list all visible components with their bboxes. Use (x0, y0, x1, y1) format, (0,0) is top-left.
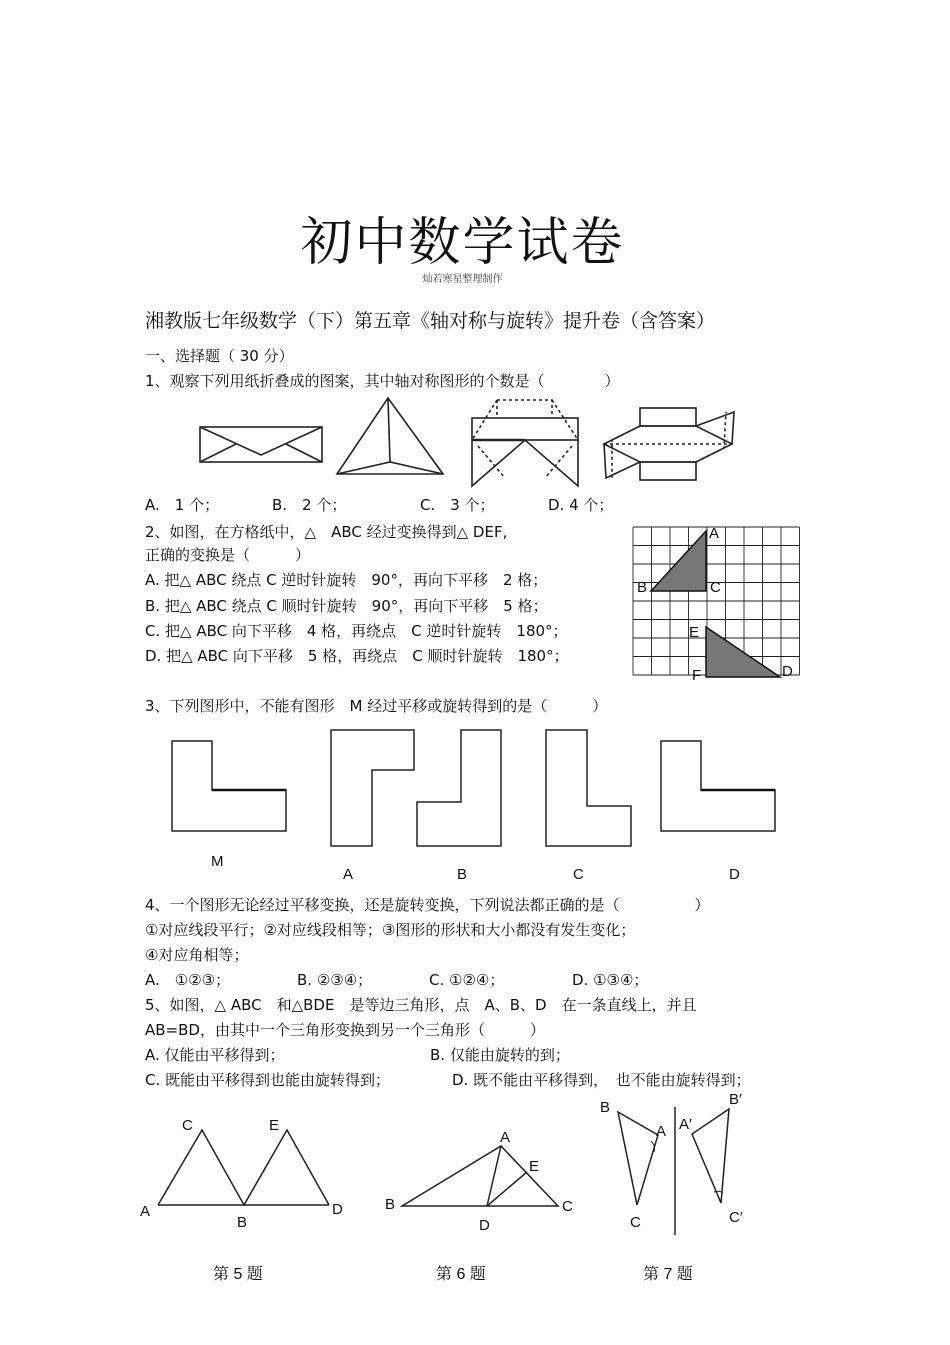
question-4-option-c: C. ①②④； (429, 971, 505, 989)
question-5-option-c: C. 既能由平移得到也能由旋转得到； (145, 1071, 391, 1089)
section-heading: 一、选择题（ 30 分） (145, 347, 294, 365)
question-5-option-b: B. 仅能由旋转的到； (430, 1046, 570, 1064)
paper-title: 湘教版七年级数学（下）第五章《轴对称与旋转》提升卷（含答案） (145, 310, 716, 332)
figure-6 (402, 1146, 558, 1206)
shape-b (417, 730, 501, 846)
document-subtitle: 灿若寒星整理制作 (422, 274, 503, 285)
fold-figure-1 (200, 427, 322, 462)
fig6-label-b: B (385, 1196, 396, 1213)
question-5-stem-2: AB=BD，由其中一个三角形变换到另一个三角形（ ） (145, 1021, 545, 1039)
question-3-stem: 3、下列图形中，不能有图形 M 经过平移或旋转得到的是（ ） (145, 697, 608, 715)
shape-c (546, 730, 631, 846)
shape-a (331, 730, 414, 846)
fig6-caption: 第 6 题 (436, 1266, 486, 1283)
question-4-line-2: ①对应线段平行；②对应线段相等；③图形的形状和大小都没有发生变化； (145, 921, 636, 939)
question-5-option-d: D. 既不能由平移得到， 也不能由旋转得到； (452, 1071, 751, 1089)
question-4-option-d: D. ①③④； (572, 971, 649, 989)
grid-label-a: A (709, 525, 720, 542)
question-1-figures (195, 395, 740, 485)
shape-label-m: M (211, 853, 224, 870)
question-4-line-3: ④对应角相等； (145, 946, 249, 964)
fig7-label-a: A (656, 1123, 667, 1140)
question-2-grid-figure (630, 522, 805, 682)
question-2-option-b: B. 把△ ABC 绕点 C 顺时针旋转 90°，再向下平移 5 格； (145, 597, 548, 615)
fig5-label-d: D (332, 1201, 343, 1218)
fig7-label-b-prime: B′ (729, 1091, 742, 1108)
shape-label-d: D (729, 866, 740, 883)
question-3-figures (165, 725, 785, 885)
fig5-label-e: E (269, 1117, 280, 1134)
grid-label-e: E (689, 624, 700, 641)
grid-label-f: F (692, 667, 702, 684)
shape-label-a: A (343, 866, 354, 883)
bottom-figures (130, 1090, 790, 1290)
shape-label-c: C (573, 866, 584, 883)
question-4-stem: 4、一个图形无论经过平移变换，还是旋转变换，下列说法都正确的是（ ） (145, 896, 710, 914)
question-1-option-c: C. 3 个； (420, 496, 495, 514)
fig6-label-e: E (529, 1158, 540, 1175)
fig5-label-c: C (182, 1117, 193, 1134)
question-2-stem-2: 正确的变换是（ ） (145, 546, 311, 564)
question-1-stem: 1、观察下列用纸折叠成的图案，其中轴对称图形的个数是（ ） (145, 372, 620, 390)
question-2-stem: 2、如图，在方格纸中，△ ABC 经过变换得到△ DEF, (145, 523, 508, 541)
fold-figure-4 (604, 408, 734, 480)
document-title: 初中数学试卷 (300, 213, 625, 273)
question-1-option-d: D. 4 个； (548, 496, 614, 514)
fig7-label-c: C (630, 1214, 641, 1231)
grid-label-d: D (782, 663, 793, 680)
shape-m (172, 741, 286, 831)
question-2-option-a: A. 把△ ABC 绕点 C 逆时针旋转 90°，再向下平移 2 格； (145, 571, 548, 589)
fig6-label-d: D (479, 1217, 490, 1234)
fold-figure-2 (337, 398, 443, 474)
fig7-label-b: B (600, 1099, 611, 1116)
triangle-def (706, 627, 780, 677)
triangle-abc (651, 531, 706, 591)
fig7-caption: 第 7 题 (643, 1266, 693, 1283)
fig5-label-a: A (140, 1203, 151, 1220)
question-5-stem: 5、如图，△ ABC 和△BDE 是等边三角形，点 A、B、D 在一条直线上，并且 (145, 996, 697, 1014)
fig5-label-b: B (237, 1214, 248, 1231)
grid-label-c: C (710, 579, 721, 596)
fig7-label-a-prime: A′ (679, 1116, 692, 1133)
question-2-option-c: C. 把△ ABC 向下平移 4 格，再绕点 C 逆时针旋转 180°； (145, 622, 568, 640)
fig5-caption: 第 5 题 (213, 1266, 263, 1283)
grid-label-b: B (637, 579, 648, 596)
question-2-option-d: D. 把△ ABC 向下平移 5 格，再绕点 C 顺时针旋转 180°； (145, 647, 569, 665)
shape-d (661, 741, 775, 831)
fold-figure-3 (472, 400, 578, 486)
shape-label-b: B (457, 866, 468, 883)
question-4-option-a: A. ①②③； (145, 971, 231, 989)
question-1-option-a: A. 1 个； (145, 496, 220, 514)
question-1-option-b: B. 2 个； (272, 496, 347, 514)
fig6-label-c: C (562, 1198, 573, 1215)
question-5-option-a: A. 仅能由平移得到； (145, 1046, 285, 1064)
fig6-label-a: A (500, 1129, 511, 1146)
figure-5 (158, 1130, 329, 1205)
fig7-label-c-prime: C′ (729, 1209, 743, 1226)
question-4-option-b: B. ②③④； (297, 971, 373, 989)
